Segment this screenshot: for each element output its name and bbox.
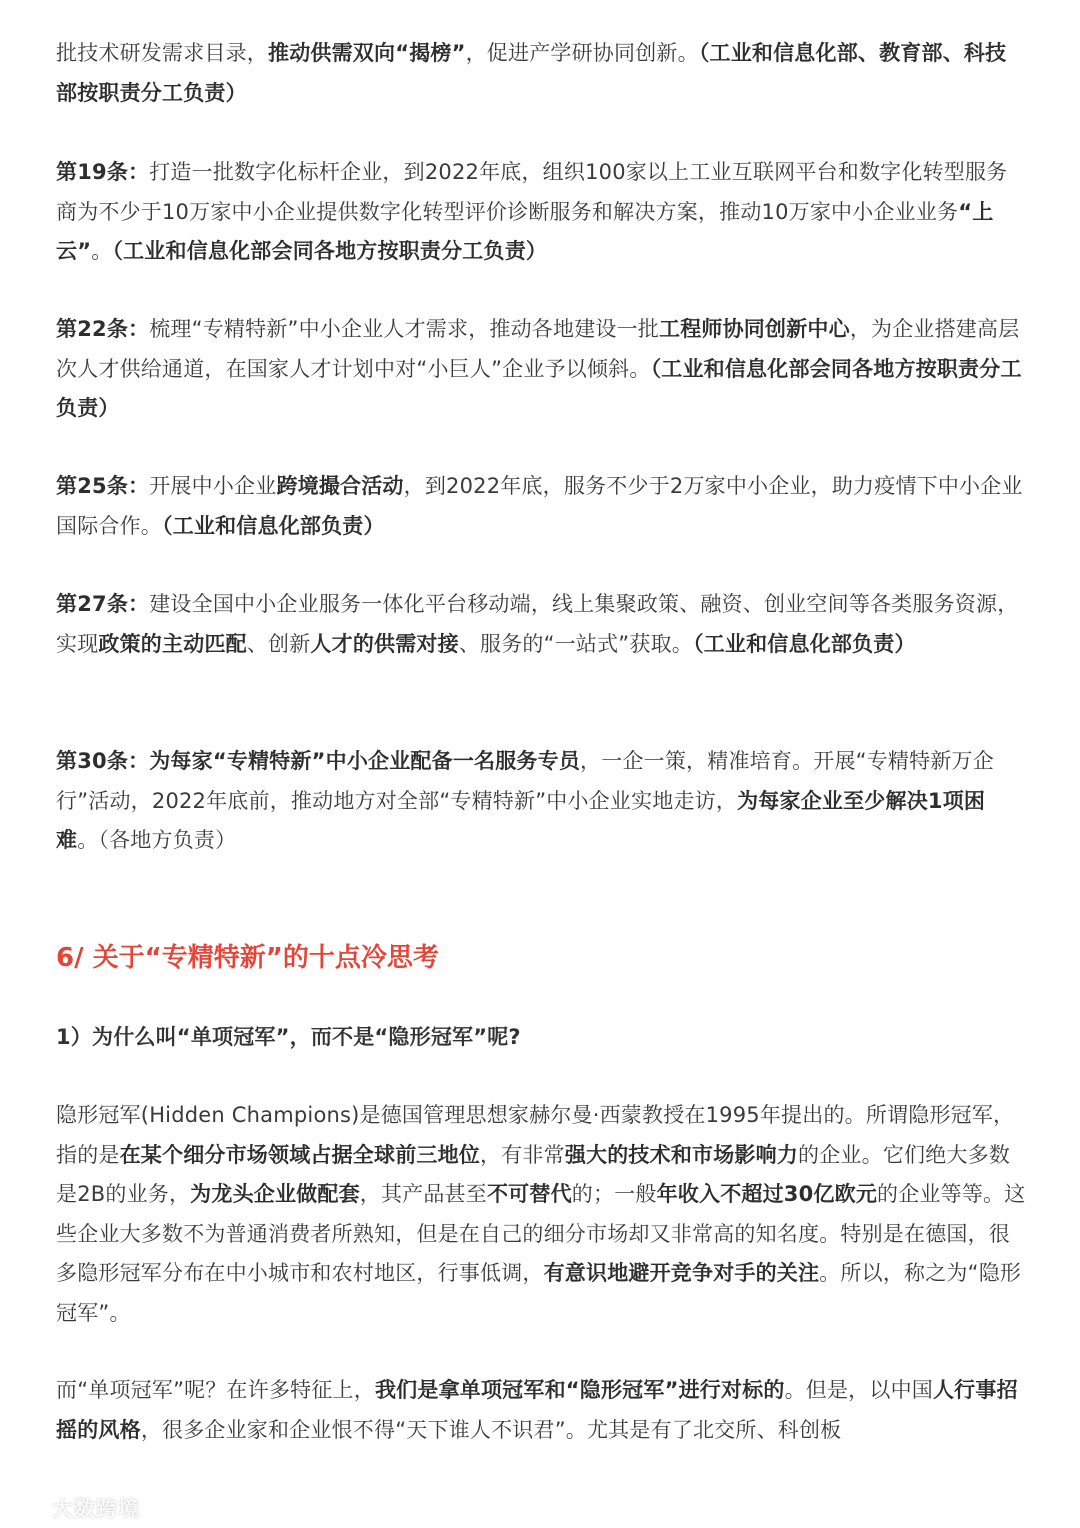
bold-text: （工业和信息化部负责） <box>693 631 916 656</box>
text: 打造一批数字化标杆企业，到2022年底，组织100家以上工业互联网平台和数字化转型服务商为不少于10万家中小企业提供数字化转型评价诊断服务和解决方案，推动10万家中小企业业务 <box>56 160 1008 224</box>
bold-text: 在某个细分市场领域占据全球前三地位 <box>119 1142 481 1167</box>
text: 。（各地方负责） <box>77 828 237 852</box>
bold-text: 我们是拿单项冠军和“隐形冠军”进行对标的 <box>374 1378 785 1402</box>
bold-text: 人才的供需对接 <box>310 631 459 656</box>
bold-text: （工业和信息化部、教育部、科技部按职责分工负责） <box>56 41 1007 105</box>
text: ，很多企业家和企业恨不得“天下谁人不识君”。尤其是有了北交所、科创板 <box>140 1417 842 1442</box>
paragraph-hidden-champions <box>56 1096 1026 1333</box>
article-label: 第27条： <box>56 592 150 616</box>
text: 、服务的“一站式”获取。 <box>458 631 693 656</box>
weibo-logo-icon <box>8 1494 46 1522</box>
text: 隐形冠军(Hidden Champions)是德国管理思想家赫尔曼·西蒙教授在1995年提出的。所谓隐形冠军，指的是 <box>56 1103 1015 1167</box>
bold-text: （工业和信息化部会同各地方按职责分工负责） <box>56 356 1022 420</box>
article-label: 第30条： <box>56 749 150 773</box>
text: ，为企业搭建高层次人才供给通道，在国家人才计划中对“小巨人”企业予以倾斜。 <box>56 317 1020 381</box>
text: 。 <box>91 239 113 263</box>
bold-text: 强大的技术和市场影响力 <box>564 1142 799 1167</box>
text: 。所以，称之为“隐形冠军”。 <box>56 1261 1022 1325</box>
text: ，一企一策，精准培育。开展“专精特新万企行”活动，2022年底前，推动地方对全部“专精特新”中小企业实地走访， <box>56 749 994 813</box>
paragraph-single-champion <box>56 1371 1026 1450</box>
bold-text: 工程师协同创新中心 <box>659 317 850 341</box>
article-27 <box>56 585 1026 664</box>
paragraph-intro <box>56 34 1026 113</box>
text: 的企业。它们绝大多数是2B的业务， <box>56 1142 1011 1206</box>
text: 的企业等等。这些企业大多数不为普通消费者所熟知，但是在自己的细分市场却又非常高的知名度。特别是在德国，很多隐形冠军分布在中小城市和农村地区，行事低调， <box>56 1182 1026 1285</box>
article-22 <box>56 310 1026 429</box>
bold-text: 为每家“专精特新”中小企业配备一名服务专员 <box>149 749 581 773</box>
text: ，促进产学研协同创新。 <box>465 41 699 65</box>
text: ，其产品甚至 <box>359 1182 487 1206</box>
article-25 <box>56 467 1026 546</box>
section-heading: 6/ 关于“专精特新”的十点冷思考 <box>56 943 439 973</box>
bold-text: 政策的主动匹配 <box>98 631 247 656</box>
bold-text: 有意识地避开竞争对手的关注 <box>543 1261 820 1285</box>
bold-text: 人行事招摇的风格 <box>56 1378 1018 1442</box>
text: 批技术研发需求目录， <box>56 41 268 65</box>
article-19 <box>56 153 1026 272</box>
text: ，到2022年底，服务不少于2万家中小企业，助力疫情下中小企业国际合作。 <box>56 474 1023 538</box>
bold-text: （工业和信息化部会同各地方按职责分工负责） <box>112 239 548 263</box>
article-label: 第25条： <box>56 474 150 498</box>
bold-text: 为龙头企业做配套 <box>190 1182 360 1206</box>
question-1: 1）为什么叫“单项冠军”，而不是“隐形冠军”呢? <box>56 1025 521 1049</box>
watermark <box>8 1492 140 1524</box>
text: 梳理“专精特新”中小企业人才需求，推动各地建设一批 <box>149 317 659 341</box>
bold-text: 不可替代 <box>486 1182 572 1206</box>
text: 开展中小企业 <box>149 474 277 498</box>
text: 。但是，以中国 <box>784 1378 933 1402</box>
bold-text: 跨境撮合活动 <box>276 474 404 498</box>
text: 的；一般 <box>571 1182 657 1206</box>
bold-text: 年收入不超过30亿欧元 <box>656 1182 878 1206</box>
watermark-text: 大数跨境 <box>52 1497 140 1521</box>
text: 建设全国中小企业服务一体化平台移动端，线上集聚政策、融资、创业空间等各类服务资源，实现 <box>56 592 1019 656</box>
article-label: 第22条： <box>56 317 150 341</box>
text: 而“单项冠军”呢？在许多特征上， <box>56 1378 375 1402</box>
bold-text: “上云” <box>56 199 994 263</box>
bold-text: 推动供需双向“揭榜” <box>268 41 466 65</box>
article-30 <box>56 742 1026 861</box>
article-label: 第19条： <box>56 160 150 184</box>
text: 、创新 <box>246 631 311 656</box>
text: ，有非常 <box>480 1142 565 1167</box>
bold-text: 为每家企业至少解决1项困难 <box>56 788 986 852</box>
bold-text: （工业和信息化部负责） <box>162 513 385 538</box>
